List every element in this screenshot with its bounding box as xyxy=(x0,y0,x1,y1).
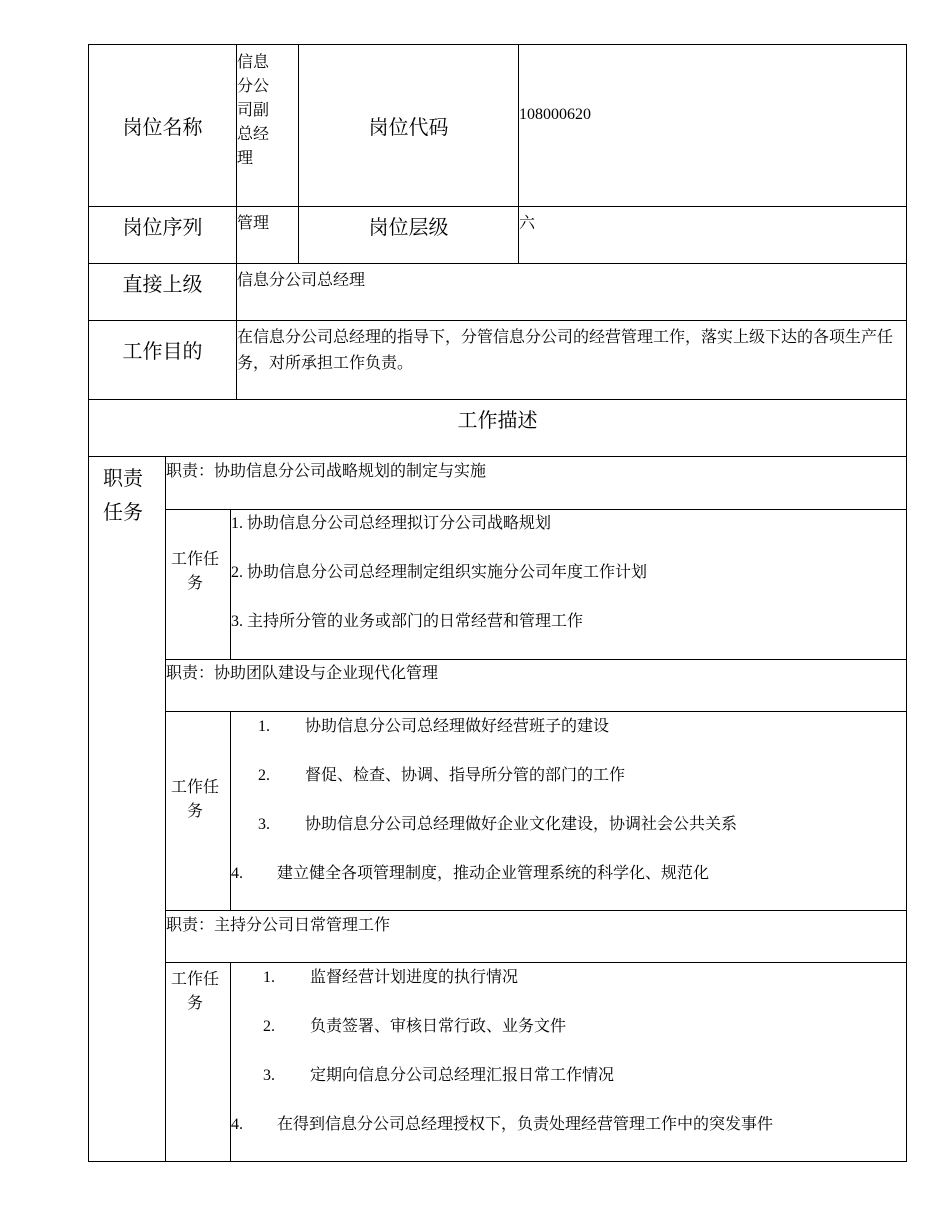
task-label-2: 工作任务 xyxy=(170,779,219,820)
duty3-task-3-text: 定期向信息分公司总经理汇报日常工作情况 xyxy=(310,1067,615,1084)
position-name-label: 岗位名称 xyxy=(122,117,203,139)
task-label-3: 工作任务 xyxy=(170,971,219,1012)
duty2-task-2-text: 督促、检查、协调、指导所分管的部门的工作 xyxy=(305,767,626,784)
duty-title-1: 职责：协助信息分公司战略规划的制定与实施 xyxy=(166,463,487,480)
duty2-task-1-num: 1. xyxy=(258,718,270,735)
purpose-value: 在信息分公司总经理的指导下，分管信息分公司的经营管理工作，落实上级下达的各项生产任务，对所承担工作负责。 xyxy=(237,329,894,372)
duty1-task-3: 3. 主持所分管的业务或部门的日常经营和管理工作 xyxy=(231,613,584,630)
duty3-task-2-num: 2. xyxy=(263,1018,275,1035)
duty2-task-4-num: 4. xyxy=(231,865,243,882)
duty2-task-3-num: 3. xyxy=(258,816,270,833)
superior-label: 直接上级 xyxy=(122,273,203,296)
position-name-value: 信息分公司副总经理 xyxy=(237,54,270,167)
sequence-label: 岗位序列 xyxy=(122,216,203,239)
task-label-1: 工作任务 xyxy=(170,551,219,592)
sequence-value: 管理 xyxy=(237,215,270,232)
position-code-label: 岗位代码 xyxy=(368,117,449,139)
position-code-value: 108000620 xyxy=(519,106,591,123)
duty1-task-2: 2. 协助信息分公司总经理制定组织实施分公司年度工作计划 xyxy=(231,564,648,581)
duty2-task-1-text: 协助信息分公司总经理做好经营班子的建设 xyxy=(305,718,610,735)
superior-value: 信息分公司总经理 xyxy=(237,272,366,289)
purpose-label: 工作目的 xyxy=(122,340,203,363)
duty3-task-1-num: 1. xyxy=(263,969,275,986)
level-value: 六 xyxy=(519,215,536,232)
duty3-task-4-num: 4. xyxy=(231,1116,243,1133)
duty2-task-2-num: 2. xyxy=(258,767,270,784)
duty3-task-4-text: 在得到信息分公司总经理授权下，负责处理经营管理工作中的突发事件 xyxy=(277,1116,774,1133)
duty3-task-3-num: 3. xyxy=(263,1067,275,1084)
level-label: 岗位层级 xyxy=(368,216,449,239)
duty1-task-1: 1. 协助信息分公司总经理拟订分公司战略规划 xyxy=(231,515,552,532)
duty-title-3: 职责：主持分公司日常管理工作 xyxy=(166,917,391,934)
section-title: 工作描述 xyxy=(457,409,538,432)
duty3-task-2-text: 负责签署、审核日常行政、业务文件 xyxy=(310,1018,567,1035)
duty3-task-1-text: 监督经营计划进度的执行情况 xyxy=(310,969,519,986)
duty2-task-4-text: 建立健全各项管理制度，推动企业管理系统的科学化、规范化 xyxy=(277,865,710,882)
duty2-task-3-text: 协助信息分公司总经理做好企业文化建设，协调社会公共关系 xyxy=(305,816,738,833)
duty-side-label: 职责任务 xyxy=(103,468,143,524)
duty-title-2: 职责：协助团队建设与企业现代化管理 xyxy=(166,665,439,682)
